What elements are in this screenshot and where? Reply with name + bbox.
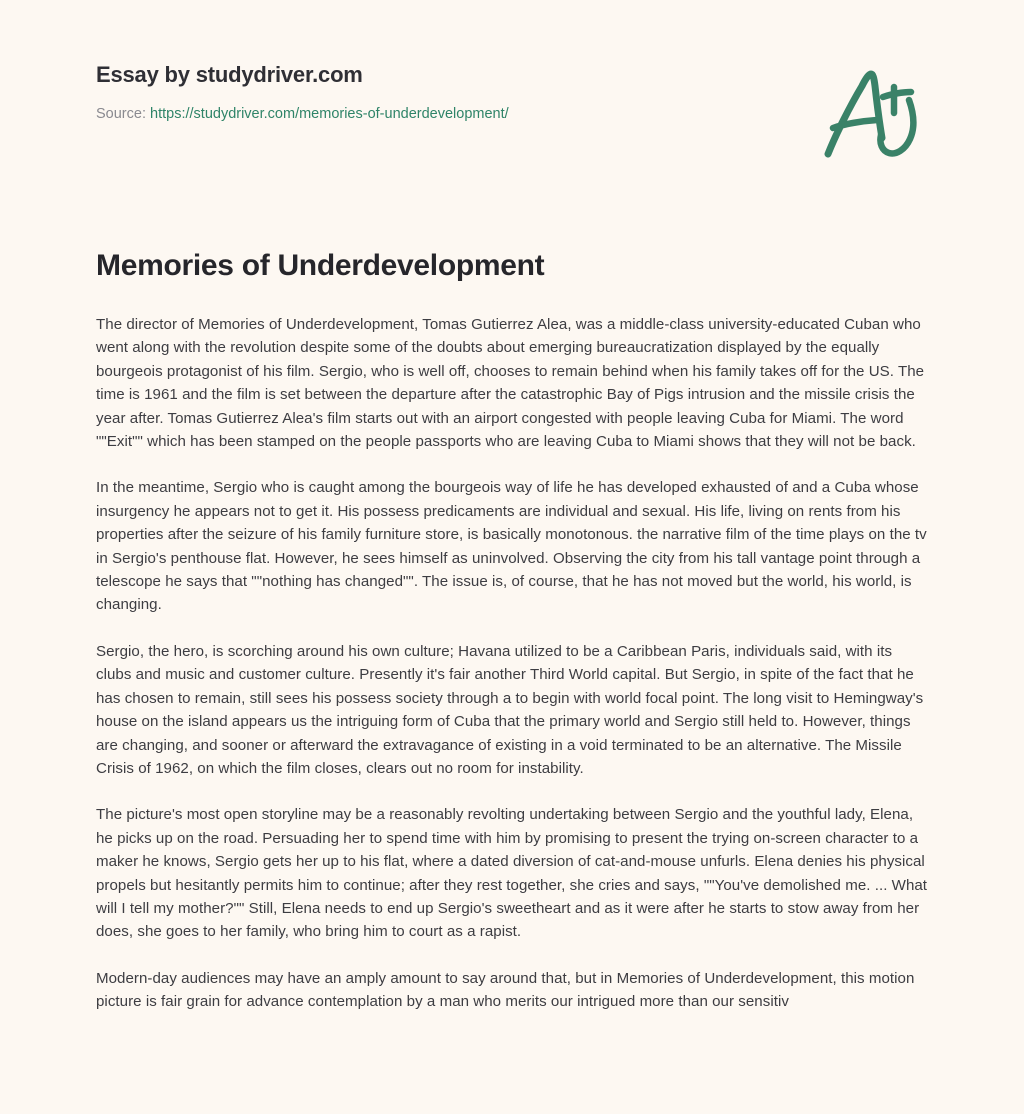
page-title: Memories of Underdevelopment	[96, 249, 545, 282]
paragraph: Sergio, the hero, is scorching around his own culture; Havana utilized to be a Caribbean Paris, individuals said, with its clubs and music and customer culture. Presently it's fair another Third World capital. But Sergio, in spite of the fact that he has chosen to remain, still sees his possess society through a to begin with world focal point. The long visit to Hemingway's house on the island appears us the intriguing form of Cuba that the primary world and Sergio still held to. However, things are changing, and sooner or afterward the extravagance of existing in a void terminated to be an alternative. The Missile Crisis of 1962, on which the film closes, clears out no room for instability.	[96, 642, 924, 777]
byline: Essay by studydriver.com	[96, 62, 363, 87]
paragraph: Modern-day audiences may have an amply amount to say around that, but in Memories of Underdevelopment, this motion picture is fair grain for advance contemplation by a man who merits our intrigued more than our sensitiv	[96, 969, 915, 1011]
paragraph: The picture's most open storyline may be a reasonably revolting undertaking between Sergio and the youthful lady, Elena, he picks up on the road. Persuading her to spend time with him by promising to present the trying on-screen character to a maker he knows, Sergio gets her up to his flat, where a dated diversion of cat-and-mouse unfurls. Elena denies his physical propels but hesitantly permits him to continue; after they rest together, she cries and says, ""You've demolished me. ... What will I tell my mother?"" Still, Elena needs to end up Sergio's sweetheart and as it were after he starts to stow away from her does, she goes to her family, who bring him to court as a rapist.	[96, 806, 928, 941]
source-url-link[interactable]: https://studydriver.com/memories-of-underdevelopment/	[150, 106, 509, 123]
paragraph: The director of Memories of Underdevelopment, Tomas Gutierrez Alea, was a middle-class university-educated Cuban who went along with the revolution despite some of the doubts about emerging bureaucratization displayed by the equally bourgeois protagonist of his film. Sergio, who is well off, chooses to remain behind when his family takes off for the US. The time is 1961 and the film is set between the departure after the catastrophic Bay of Pigs intrusion and the missile crisis the year after. Tomas Gutierrez Alea's film starts out with an airport congested with people leaving Cuba for Miami. The word ""Exit"" which has been stamped on the people passports who are leaving Cuba to Miami shows that they will not be back.	[96, 316, 925, 451]
paragraph: In the meantime, Sergio who is caught among the bourgeois way of life he has developed exhausted of and a Cuba whose insurgency he appears not to get it. His possess predicaments are individual and sexual. His life, living on rents from his properties after the seizure of his family furniture store, is basically monotonous. the narrative film of the time plays on the tv in Sergio's penthouse flat. However, he sees himself as uninvolved. Observing the city from his tall vantage point through a telescope he says that ""nothing has changed"". The issue is, of course, that he has not moved but the world, his world, is changing.	[96, 479, 927, 614]
source-line	[96, 88, 930, 124]
document-header	[96, 62, 930, 124]
source-label: Source:	[96, 106, 146, 123]
article-body	[96, 313, 930, 1014]
a-plus-logo	[806, 56, 930, 168]
